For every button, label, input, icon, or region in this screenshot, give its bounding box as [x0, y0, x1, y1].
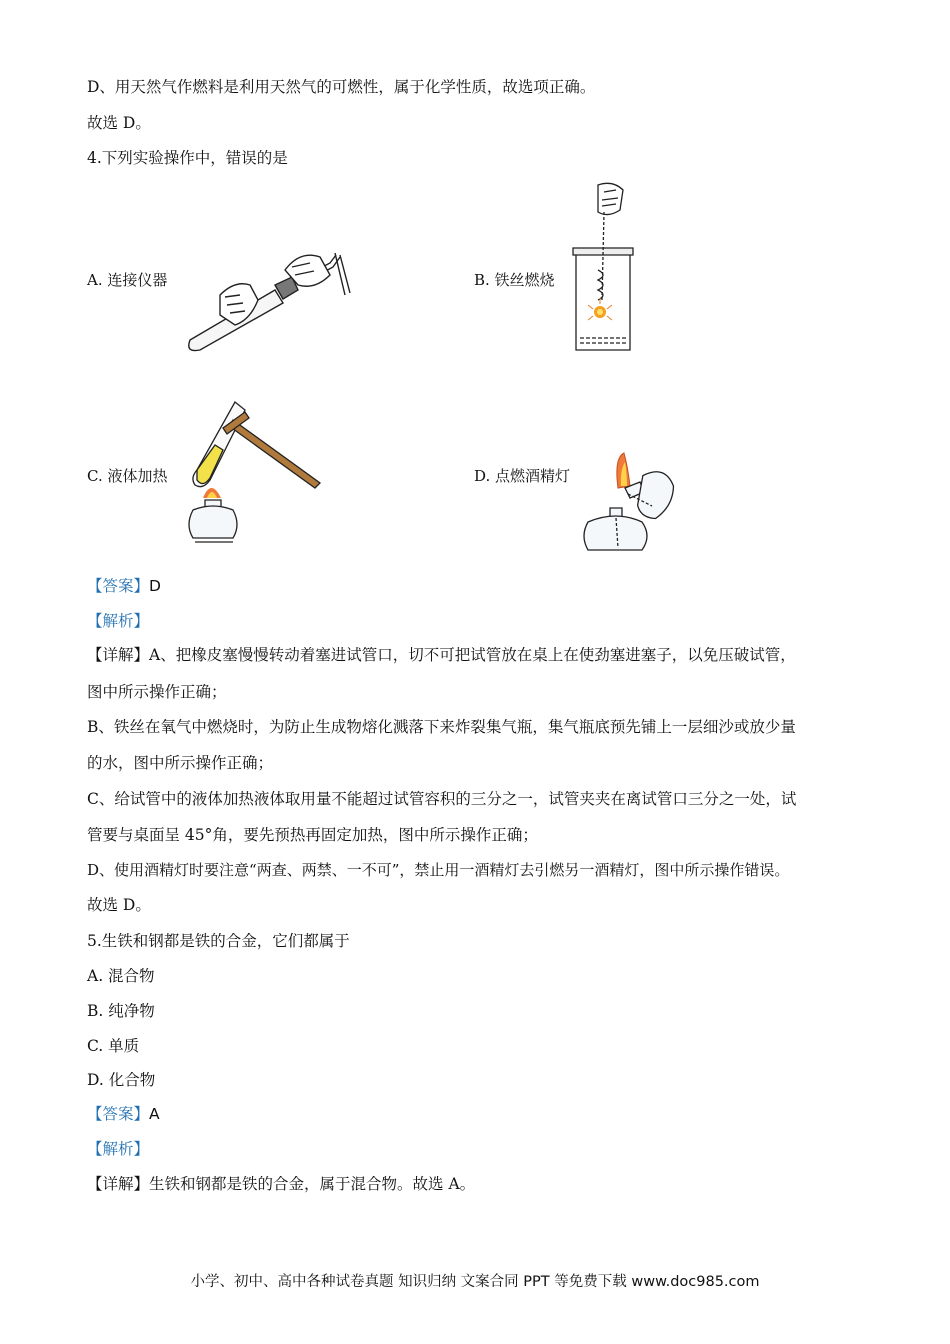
- q5-option-a: A. 混合物: [87, 967, 155, 985]
- q4-answer: [87, 576, 161, 596]
- q4-detail-c-line1: C、给试管中的液体加热液体取用量不能超过试管容积的三分之一，试管夹夹在离试管口三分之一处，试: [87, 790, 797, 808]
- q4-detail-a-line1: [87, 645, 796, 665]
- q5-option-c: C. 单质: [87, 1037, 140, 1055]
- q4-detail-b-line2: 的水，图中所示操作正确；: [87, 754, 274, 772]
- q4-conclusion: 故选 D。: [87, 896, 151, 914]
- question-4-stem: 4.下列实验操作中，错误的是: [87, 149, 288, 167]
- q5-option-b: B. 纯净物: [87, 1002, 155, 1020]
- detail-text: A、把橡皮塞慢慢转动着塞进试管口，切不可把试管放在桌上在使劲塞进塞子，以免压破试管，: [149, 646, 796, 664]
- answer-tag: 【答案】: [87, 1105, 150, 1123]
- q4-option-c-label: C. 液体加热: [87, 467, 168, 485]
- prev-answer-d-text: D、用天然气作燃料是利用天然气的可燃性，属于化学性质，故选项正确。: [87, 78, 596, 96]
- q4-detail-c-line2: 管要与桌面呈 45°角，要先预热再固定加热，图中所示操作正确；: [87, 826, 538, 844]
- q4-option-d-label: D. 点燃酒精灯: [474, 467, 571, 485]
- q4-option-b-label: B. 铁丝燃烧: [474, 271, 555, 289]
- q4-detail-d: D、使用酒精灯时要注意“两查、两禁、一不可”，禁止用一酒精灯去引燃另一酒精灯，图中所示操作错误。: [87, 861, 790, 879]
- q5-detail: [87, 1174, 475, 1194]
- q4-detail-a-line2: 图中所示操作正确；: [87, 683, 227, 701]
- q4-detail-b-line1: B、铁丝在氧气中燃烧时，为防止生成物熔化溅落下来炸裂集气瓶，集气瓶底预先铺上一层细沙或放少量: [87, 718, 796, 736]
- lighting-alcohol-lamp-figure: [580, 448, 680, 556]
- liquid-heating-figure: [175, 400, 325, 550]
- page-footer: 小学、初中、高中各种试卷真题 知识归纳 文案合同 PPT 等免费下载 www.doc985.com: [190, 1274, 760, 1290]
- detail-tag: 【详解】: [87, 1175, 150, 1193]
- iron-wire-burning-figure: [568, 180, 638, 355]
- detail-text: 生铁和钢都是铁的合金，属于混合物。故选 A。: [149, 1175, 476, 1193]
- prev-conclusion: 故选 D。: [87, 114, 151, 132]
- q5-analysis-tag: 【解析】: [87, 1140, 150, 1158]
- answer-value: A: [149, 1105, 160, 1123]
- answer-tag: 【答案】: [87, 577, 150, 595]
- answer-value: D: [149, 577, 161, 595]
- q4-analysis-tag: 【解析】: [87, 612, 150, 630]
- connect-apparatus-figure: [180, 245, 355, 355]
- q4-option-a-label: A. 连接仪器: [87, 271, 168, 289]
- q5-answer: [87, 1104, 160, 1124]
- detail-tag: 【详解】: [87, 646, 150, 664]
- q5-option-d: D. 化合物: [87, 1071, 156, 1089]
- question-5-stem: 5.生铁和钢都是铁的合金，它们都属于: [87, 932, 350, 950]
